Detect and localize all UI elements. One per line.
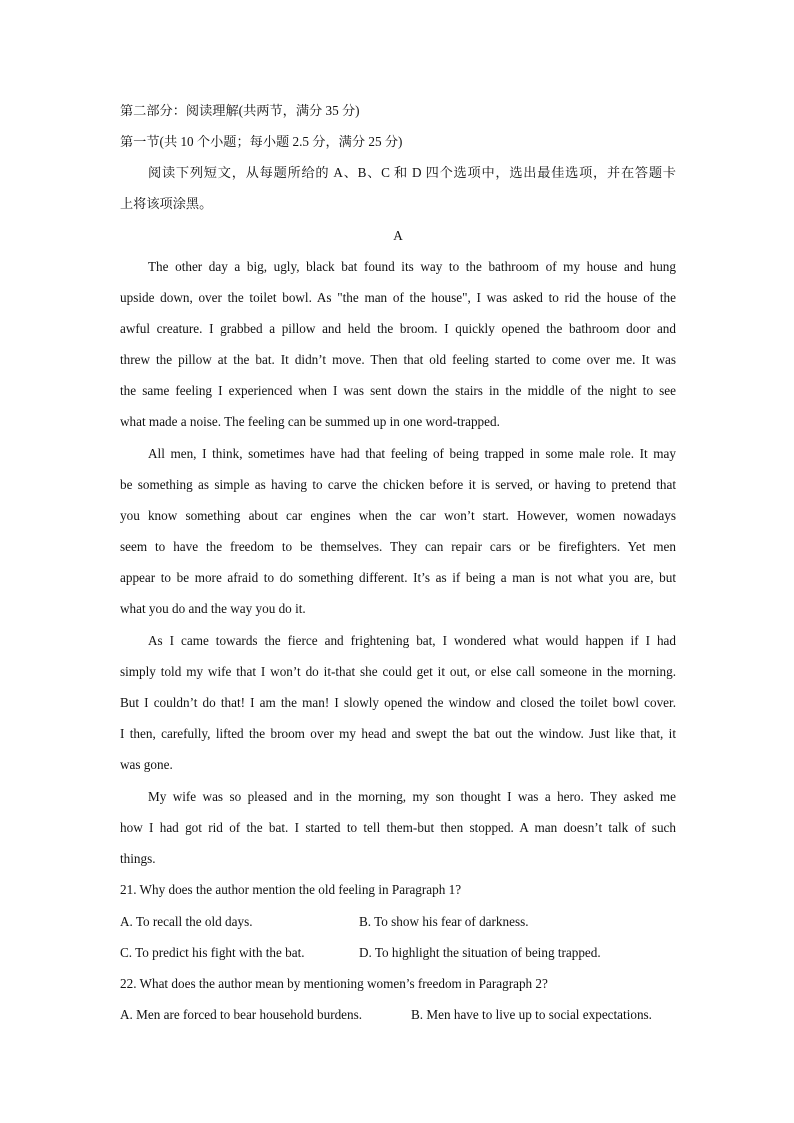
passage-line: appear to be more afraid to do something different. It’s as if being a man is not what you are, but <box>120 570 676 585</box>
passage-label: A <box>393 228 403 243</box>
passage-line: you know something about car engines when the car won’t start. However, women nowadays <box>120 508 676 523</box>
passage-line: the same feeling I experienced when I was sent down the stairs in the middle of the night to see <box>120 383 676 398</box>
passage-line: upside down, over the toilet bowl. As "the man of the house", I was asked to rid the house of the <box>120 290 676 305</box>
answer-option[interactable]: B. Men have to live up to social expectations. <box>411 1007 652 1022</box>
passage-line: awful creature. I grabbed a pillow and held the broom. I quickly opened the bathroom door and <box>120 321 676 336</box>
passage-line: threw the pillow at the bat. It didn’t move. Then that old feeling started to come over me. It was <box>120 352 676 367</box>
passage-line: things. <box>120 851 156 866</box>
answer-option[interactable]: C. To predict his fight with the bat. <box>120 945 305 960</box>
section-heading: 第一节(共 10 个小题；每小题 2.5 分，满分 25 分) <box>120 134 403 149</box>
answer-option[interactable]: A. Men are forced to bear household burdens. <box>120 1007 363 1022</box>
instruction-line-1: 阅读下列短文，从每题所给的 A、B、C 和 D 四个选项中，选出最佳选项，并在答题卡 <box>148 165 676 180</box>
passage-line: what you do and the way you do it. <box>120 601 306 616</box>
instruction-line-2: 上将该项涂黑。 <box>120 196 213 211</box>
part-heading: 第二部分：阅读理解(共两节，满分 35 分) <box>120 103 360 118</box>
answer-option[interactable]: B. To show his fear of darkness. <box>359 914 529 929</box>
passage-line: But I couldn’t do that! I am the man! I slowly opened the window and closed the toilet bowl cover. <box>120 695 676 710</box>
passage-line: how I had got rid of the bat. I started to tell them-but then stopped. A man doesn’t talk of such <box>120 820 676 835</box>
passage-line: seem to have the freedom to be themselves. They can repair cars or be firefighters. Yet men <box>120 539 676 554</box>
passage-line: be something as simple as having to carve the chicken before it is served, or having to pretend that <box>120 477 676 492</box>
passage-line: The other day a big, ugly, black bat found its way to the bathroom of my house and hung <box>148 259 676 274</box>
question-stem: 21. Why does the author mention the old feeling in Paragraph 1? <box>120 882 462 897</box>
question-stem: 22. What does the author mean by mentioning women’s freedom in Paragraph 2? <box>120 976 548 991</box>
answer-option[interactable]: D. To highlight the situation of being trapped. <box>359 945 601 960</box>
passage-line: As I came towards the fierce and frightening bat, I wondered what would happen if I had <box>148 633 676 648</box>
passage-line: I then, carefully, lifted the broom over my head and swept the bat out the window. Just like that, it <box>120 726 676 741</box>
passage-line: was gone. <box>120 757 173 772</box>
passage-line: simply told my wife that I won’t do it-that she could get it out, or else call someone in the morning. <box>120 664 676 679</box>
passage-line: All men, I think, sometimes have had that feeling of being trapped in some male role. It may <box>148 446 676 461</box>
answer-option[interactable]: A. To recall the old days. <box>120 914 253 929</box>
passage-line: My wife was so pleased and in the morning, my son thought I was a hero. They asked me <box>148 789 676 804</box>
passage-line: what made a noise. The feeling can be summed up in one word-trapped. <box>120 414 500 429</box>
